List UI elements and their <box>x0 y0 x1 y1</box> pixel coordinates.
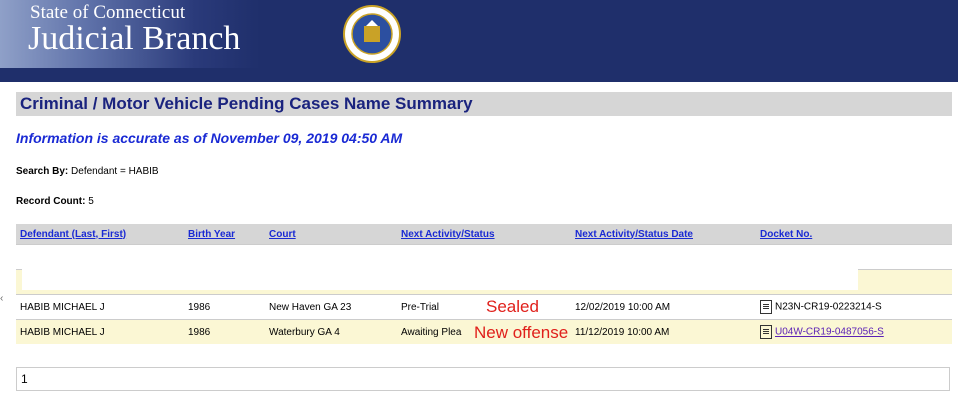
search-by <box>16 166 159 177</box>
col-birth-year[interactable]: Birth Year <box>184 224 265 245</box>
cell-date: 12/02/2019 10:00 AM <box>571 295 756 320</box>
annotation-sealed: Sealed <box>486 297 539 316</box>
redaction-box <box>22 246 858 290</box>
page-title: Criminal / Motor Vehicle Pending Cases Name Summary <box>20 94 473 113</box>
cell-court: Waterbury GA 4 <box>265 320 397 345</box>
col-defendant[interactable]: Defendant (Last, First) <box>16 224 184 245</box>
col-next-activity-date[interactable]: Next Activity/Status Date <box>571 224 756 245</box>
count-value: 5 <box>88 196 94 207</box>
col-docket[interactable]: Docket No. <box>756 224 952 245</box>
col-court[interactable]: Court <box>265 224 397 245</box>
col-next-activity[interactable]: Next Activity/Status <box>397 224 571 245</box>
site-header <box>0 0 958 68</box>
cell-defendant: HABIB MICHAEL J <box>16 320 184 345</box>
count-label: Record Count: <box>16 196 86 207</box>
table-header-row <box>16 224 952 245</box>
title-bar <box>16 92 952 116</box>
header-bar <box>0 68 958 82</box>
cell-court: New Haven GA 23 <box>265 295 397 320</box>
docket-text: N23N-CR19-0223214-S <box>775 301 882 313</box>
cell-status: Awaiting Plea <box>397 320 571 345</box>
pager <box>16 367 950 391</box>
cell-date: 11/12/2019 10:00 AM <box>571 320 756 345</box>
search-value: Defendant = HABIB <box>71 166 159 177</box>
cell-birth: 1986 <box>184 320 265 345</box>
annotation-new-offense: New offense <box>474 323 569 342</box>
table-row <box>16 295 952 320</box>
accurate-notice: Information is accurate as of November 09, 2019 04:50 AM <box>16 130 403 146</box>
cell-birth: 1986 <box>184 295 265 320</box>
page-number[interactable]: 1 <box>21 372 28 386</box>
record-count <box>16 196 94 207</box>
state-title: State of Connecticut <box>30 2 186 23</box>
cell-status: Pre-Trial <box>397 295 571 320</box>
seal-icon <box>338 4 406 64</box>
document-icon <box>760 300 772 314</box>
edge-mark: ‹ <box>0 293 4 304</box>
cell-docket <box>756 295 952 320</box>
branch-title[interactable]: Judicial Branch <box>28 20 241 57</box>
cell-docket[interactable] <box>756 320 952 345</box>
document-icon <box>760 325 772 339</box>
search-label: Search By: <box>16 166 69 177</box>
docket-link[interactable]: U04W-CR19-0487056-S <box>775 326 884 338</box>
cell-defendant: HABIB MICHAEL J <box>16 295 184 320</box>
